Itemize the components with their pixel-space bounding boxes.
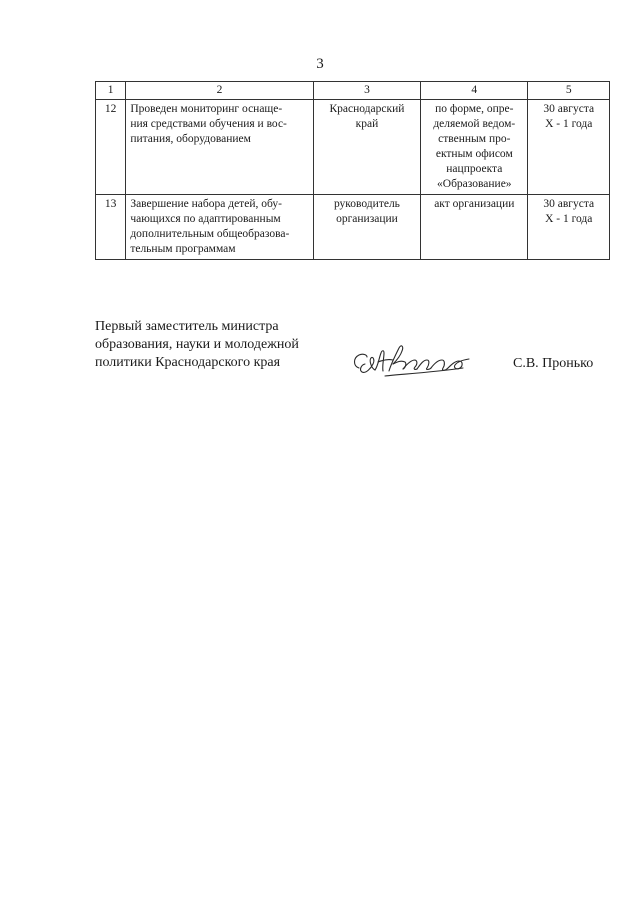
position-line: образования, науки и молодежной	[95, 337, 299, 352]
column-header-1: 1	[96, 82, 126, 100]
form-line: ственным про-	[438, 133, 511, 145]
form-line: деляемой ведом-	[433, 118, 516, 130]
responsible-cell	[313, 195, 420, 260]
column-header-2: 2	[126, 82, 313, 100]
event-line: ния средствами обучения и вос-	[130, 118, 287, 130]
date-cell	[528, 195, 610, 260]
table-row	[96, 100, 610, 195]
handwritten-signature-icon	[345, 338, 475, 388]
event-cell	[126, 100, 313, 195]
column-header-3: 3	[313, 82, 420, 100]
column-header-4: 4	[421, 82, 528, 100]
form-line: ектным офисом	[435, 148, 513, 160]
responsible-line: Краснодарский	[329, 103, 405, 115]
events-table	[95, 81, 610, 260]
form-line: нацпроекта	[446, 163, 503, 175]
event-line: чающихся по адаптированным	[130, 213, 281, 225]
table-header-row	[96, 82, 610, 100]
event-line: Проведен мониторинг оснаще-	[130, 103, 283, 115]
form-line: по форме, опре-	[435, 103, 514, 115]
form-cell	[421, 100, 528, 195]
date-line: 30 августа	[543, 198, 595, 210]
event-line: питания, оборудованием	[130, 133, 251, 145]
event-cell	[126, 195, 313, 260]
form-line: «Образование»	[437, 178, 512, 190]
form-line: акт организации	[434, 198, 515, 210]
date-cell	[528, 100, 610, 195]
date-line: X - 1 года	[545, 118, 593, 130]
row-number: 12	[96, 100, 126, 195]
row-number: 13	[96, 195, 126, 260]
event-line: Завершение набора детей, обу-	[130, 198, 282, 210]
signer-name: С.В. Пронько	[513, 356, 594, 371]
responsible-line: руководитель	[333, 198, 400, 210]
position-line: Первый заместитель министра	[95, 319, 279, 334]
signer-position	[95, 318, 299, 372]
table-row	[96, 195, 610, 260]
page-number: 3	[316, 56, 324, 72]
responsible-line: организации	[336, 213, 398, 225]
position-line: политики Краснодарского края	[95, 355, 281, 370]
form-cell	[421, 195, 528, 260]
responsible-line: край	[355, 118, 379, 130]
date-line: 30 августа	[543, 103, 595, 115]
column-header-5: 5	[528, 82, 610, 100]
date-line: X - 1 года	[545, 213, 593, 225]
event-line: дополнительным общеобразова-	[130, 228, 290, 240]
event-line: тельным программам	[130, 243, 236, 255]
responsible-cell	[313, 100, 420, 195]
